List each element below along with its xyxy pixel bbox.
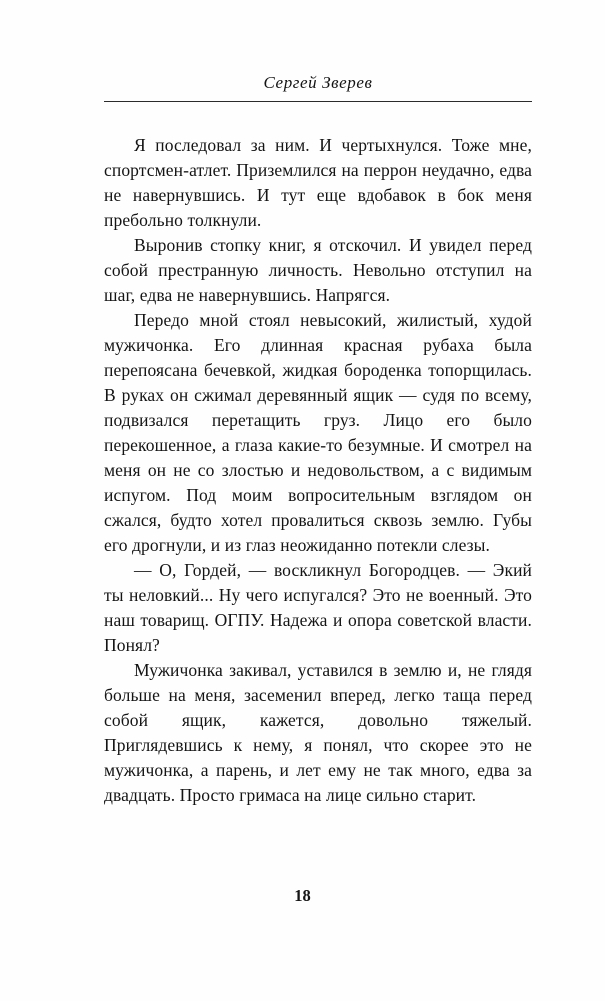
page-number: 18: [294, 886, 311, 905]
paragraph-4: — О, Гордей, — воскликнул Богородцев. — Экий ты неловкий... Ну чего испугался? Это не военный. Это наш товарищ. ОГПУ. Надежа и опора советской власти. Понял?: [104, 560, 532, 655]
paragraph-1: Я последовал за ним. И чертыхнулся. Тоже мне, спортсмен-атлет. Приземлился на перрон неудачно, едва не навернувшись. И тут еще вдобавок в бок меня пребольно толкнули.: [104, 135, 532, 230]
paragraph-5: Мужичонка закивал, уставился в землю и, не глядя больше на меня, засеменил вперед, легко таща перед собой ящик, кажется, довольно тяжелый. Приглядевшись к нему, я понял, что скорее это не мужичонка, а парень, и лет ему не так много, едва за двадцать. Просто гримаса на лице сильно старит.: [104, 660, 532, 805]
running-header-author: Сергей Зверев: [263, 73, 373, 92]
paragraph-2: Выронив стопку книг, я отскочил. И увидел перед собой престранную личность. Невольно отступил на шаг, едва не навернувшись. Напрягся.: [104, 235, 532, 305]
header-rule: [104, 101, 532, 102]
paragraph-3: Передо мной стоял невысокий, жилистый, худой мужичонка. Его длинная красная рубаха была перепоясана бечевкой, жидкая бороденка топорщилась. В руках он сжимал деревянный ящик — судя по всему, подвизался перетащить груз. Лицо его было перекошенное, а глаза какие-то безумные. И смотрел на меня он не со злостью и недовольством, а с видимым испугом. Под моим вопросительным взглядом он сжался, будто хотел провалиться сквозь землю. Губы его дрогнули, и из глаз неожиданно потекли слезы.: [104, 310, 532, 555]
body-text: [104, 133, 532, 808]
